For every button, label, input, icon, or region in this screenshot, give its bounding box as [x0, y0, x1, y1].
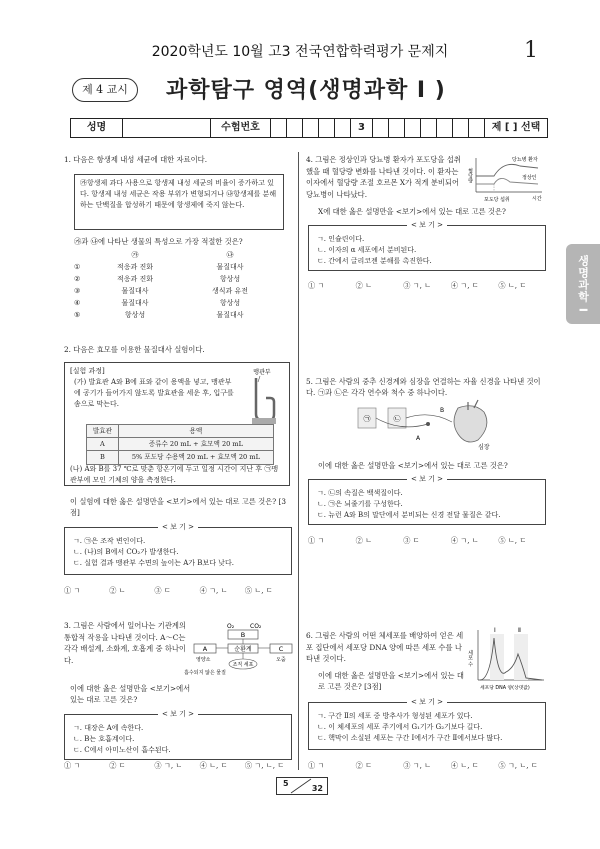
graph-x-label: 시간 — [532, 196, 542, 202]
tissue-cell-label: 조직 세포 — [232, 662, 254, 668]
q1-stem: 1. 다음은 항생제 내성 세균에 대한 자료이다. — [64, 155, 208, 164]
q3-question: 이에 대한 옳은 설명만을 <보기>에서 있는 대로 고른 것은? — [70, 684, 191, 705]
choice[interactable]: ⑤ ㄴ, ㄷ — [498, 536, 527, 545]
neuron-a-label: A — [416, 435, 421, 442]
choice[interactable]: ③ ㄱ, ㄴ — [403, 761, 432, 770]
q4-choices — [308, 280, 546, 291]
choice[interactable]: ① ㄱ — [64, 586, 81, 595]
heart-label: 심장 — [478, 444, 490, 451]
circulatory-box: 순환계 — [234, 646, 252, 653]
system-b-box: B — [240, 631, 246, 639]
choice[interactable]: ④ ㄴ, ㄷ — [199, 761, 228, 770]
spinal-label: ㉡ — [393, 415, 401, 423]
exam-no-cell[interactable] — [469, 119, 485, 137]
q6-bogi-box — [308, 698, 546, 750]
q3-bogi-box — [64, 710, 292, 760]
exam-no-digit: 3 — [351, 119, 373, 137]
q2-bogi-box — [64, 523, 292, 575]
choice[interactable]: ④ ㄱ, ㄴ — [199, 586, 228, 595]
q4-bogi-item: ㄷ. 간에서 글리코젠 분해를 촉진한다. — [317, 256, 432, 265]
q6-question: 이에 대한 옳은 설명만을 <보기>에서 있는 대로 고른 것은? [3점] — [318, 671, 464, 692]
choice[interactable]: ⑤ ㄴ, ㄷ — [244, 586, 273, 595]
q1-question: ㉮과 ㉯에 나타난 생물의 특성으로 가장 적절한 것은? — [74, 237, 243, 246]
subject-select[interactable]: 제 [ ] 선택 — [491, 122, 541, 134]
graph-y-label: 혈당량 — [467, 168, 473, 183]
graph-y-label: 세포 수 — [467, 650, 473, 667]
q5-stem: 5. 그림은 사람의 중추 신경계와 심장을 연결하는 자율 신경을 나타낸 것이다. ㉠과 ㉡은 각각 연수와 척수 중 하나이다. — [306, 377, 541, 398]
autonomic-nerve-diagram — [340, 400, 510, 450]
choice[interactable]: ② ㄴ — [355, 536, 373, 545]
exam-no-label: 수험번호 — [211, 119, 271, 137]
name-field[interactable] — [123, 119, 211, 137]
patient-curve-label: 당뇨병 환자 — [512, 157, 538, 163]
nutrient-label: 영양소 — [196, 657, 211, 663]
q5-choices — [308, 535, 546, 546]
q2-bogi-item: ㄱ. ㉠은 조작 변인이다. — [73, 537, 146, 545]
q2-bogi-item: ㄴ. (나)의 B에서 CO₂가 발생한다. — [73, 547, 179, 556]
q1-option[interactable]: ⑤ 항상성 물질대사 — [74, 310, 244, 319]
choice[interactable]: ③ ㄱ, ㄴ — [403, 281, 432, 290]
blind-tube-label: 맹관부 — [253, 369, 271, 376]
undigested-label: 흡수되지 않은 물질 — [184, 670, 226, 676]
q1-option[interactable]: ④ 물질대사 항상성 — [74, 298, 241, 307]
side-subject-tab: 생명과학 I — [566, 244, 600, 324]
q4-bogi-label: < 보 기 > — [407, 221, 447, 229]
q2-step-ga: (가) 발효관 A와 B에 표와 같이 용액을 넣고, 맹관부에 공기가 들어가지 않도록 발효관을 세운 후, 입구를 솜으로 막는다. — [74, 377, 234, 408]
exam-no-cell[interactable] — [319, 119, 335, 137]
graph-x-label: 세포당 DNA 양(상댓값) — [480, 686, 530, 691]
choice[interactable]: ③ ㄷ — [403, 536, 420, 545]
normal-curve-label: 정상인 — [522, 175, 537, 181]
choice[interactable]: ③ ㄷ — [154, 586, 171, 595]
q5-bogi-box — [308, 475, 546, 525]
fermentation-tube-figure — [240, 366, 284, 428]
q4-question: X에 대한 옳은 설명만을 <보기>에서 있는 대로 고른 것은? — [318, 207, 506, 216]
exam-no-cell[interactable] — [271, 119, 287, 137]
dna-content-histogram — [468, 624, 548, 694]
q1-option[interactable]: ② 적응과 진화 항상성 — [74, 274, 241, 283]
system-a-box: A — [202, 645, 208, 653]
choice[interactable]: ④ ㄴ, ㄷ — [450, 761, 479, 770]
table-row: B 5% 포도당 수용액 20 mL + 효모액 20 mL — [87, 451, 274, 464]
table-row: A 증류수 20 mL + 효모액 20 mL — [87, 438, 274, 451]
q3-bogi-item: ㄷ. C에서 아미노산이 흡수된다. — [73, 745, 171, 754]
q6-bogi-item: ㄴ. 이 체세포의 세포 주기에서 G₁기가 G₂기보다 길다. — [317, 722, 483, 731]
footer-page: 5 — [283, 779, 289, 788]
q6-stem: 6. 그림은 사람의 어떤 체세포를 배양하여 얻은 세포 집단에서 세포당 DNA 양에 따른 세포 수를 나타낸 것이다. — [306, 631, 464, 664]
choice[interactable]: ④ ㄱ, ㄷ — [450, 281, 479, 290]
choice[interactable]: ⑤ ㄴ, ㄷ — [498, 281, 527, 290]
q2-step-na: (나) A와 B를 37 ℃로 맞춘 항온기에 두고 일정 시간이 지난 후 ㉠맹관부에 모인 기체의 양을 측정한다. — [70, 465, 279, 484]
choice[interactable]: ② ㄷ — [109, 761, 126, 770]
q4-bogi-item: ㄱ. 인슐린이다. — [317, 235, 365, 243]
period-badge: 제 4 교시 — [72, 78, 138, 102]
choice[interactable]: ③ ㄱ, ㄴ — [154, 761, 183, 770]
q6-bogi-item: ㄷ. 핵막이 소실된 세포는 구간 Ⅰ에서가 구간 Ⅱ에서보다 많다. — [317, 733, 503, 742]
urine-label: 오줌 — [276, 657, 286, 663]
co2-label: CO₂ — [250, 623, 262, 630]
q1-options-table — [70, 249, 280, 321]
q3-bogi-item: ㄴ. B는 호흡계이다. — [73, 734, 135, 743]
q5-bogi-item: ㄴ. ㉠은 뇌줄기를 구성한다. — [317, 499, 403, 508]
q1-box-text: ㉮항생제 과다 사용으로 항생제 내성 세균의 비율이 증가하고 있다. 항생제 내성 세균은 작용 부위가 변형되거나 ㉯항생제를 분해하는 단백질을 합성하기 때문에 항생제에 죽지 않는다. — [80, 179, 277, 209]
exam-no-cell[interactable] — [335, 119, 351, 137]
intake-label: 포도당 섭취 — [484, 197, 510, 203]
exam-info-bar — [70, 118, 548, 138]
q2-choices — [64, 585, 290, 596]
q5-bogi-item: ㄱ. ㉡의 속질은 백색질이다. — [317, 489, 403, 497]
exam-title: 2020학년도 10월 고3 전국연합학력평가 문제지 — [151, 44, 449, 60]
q5-bogi-item: ㄷ. 뉴런 A와 B의 말단에서 분비되는 신경 전달 물질은 같다. — [317, 510, 501, 519]
q6-bogi-item: ㄱ. 구간 Ⅱ의 세포 중 방추사가 형성된 세포가 있다. — [317, 712, 473, 720]
exam-no-cell[interactable] — [373, 119, 389, 137]
system-c-box: C — [278, 645, 284, 653]
blood-glucose-graph — [466, 154, 546, 206]
exam-no-cell[interactable] — [453, 119, 469, 137]
page-footer — [276, 777, 328, 795]
choice[interactable]: ① ㄱ — [308, 281, 325, 290]
exam-no-cell[interactable] — [303, 119, 319, 137]
q3-choices — [64, 760, 290, 771]
exam-no-cell[interactable] — [405, 119, 421, 137]
exam-no-cell[interactable] — [437, 119, 453, 137]
exam-no-cell[interactable] — [389, 119, 405, 137]
q4-stem: 4. 그림은 정상인과 당뇨병 환자가 포도당을 섭취했을 때 혈당량 변화를 나타낸 것이다. 이 환자는 이자에서 혈당량 조절 호르몬 X가 적게 분비되어 당뇨병이 나타났다. — [306, 155, 461, 200]
q1-col-b: ㉯ — [226, 250, 234, 259]
q1-col-a: ㉮ — [131, 250, 139, 259]
q3-stem: 3. 그림은 사람에서 일어나는 기관계의 통합적 작용을 나타낸 것이다. A～C는 각각 배설계, 소화계, 호흡계 중 하나이다. — [64, 621, 186, 666]
name-label: 성명 — [71, 119, 123, 137]
exam-no-cell[interactable] — [421, 119, 437, 137]
column-divider — [298, 152, 299, 770]
page-number: 1 — [524, 38, 538, 63]
choice[interactable]: ① ㄱ — [308, 761, 325, 770]
q3-bogi-label: < 보 기 > — [158, 710, 198, 718]
choice[interactable]: ⑤ ㄱ, ㄴ, ㄷ — [244, 761, 285, 770]
q2-question: 이 실험에 대한 옳은 설명만을 <보기>에서 있는 대로 고른 것은? [3점] — [70, 497, 286, 518]
peak2-label: Ⅱ — [518, 627, 521, 634]
q6-bogi-label: < 보 기 > — [407, 698, 447, 706]
choice[interactable]: ⑤ ㄱ, ㄴ, ㄷ — [498, 761, 538, 770]
q1-option[interactable]: ③ 물질대사 생식과 유전 — [74, 286, 249, 295]
q6-choices — [308, 760, 546, 771]
q2-bogi-label: < 보 기 > — [158, 523, 198, 531]
q5-question: 이에 대한 옳은 설명만을 <보기>에서 있는 대로 고른 것은? — [318, 461, 508, 470]
subject-title: 과학탐구 영역(생명과학 I ) — [166, 78, 446, 103]
exam-no-cell[interactable] — [287, 119, 303, 137]
q1-option[interactable]: ① 적응과 진화 물질대사 — [74, 262, 244, 271]
choice[interactable]: ① ㄱ — [308, 536, 325, 545]
q3-bogi-item: ㄱ. 대장은 A에 속한다. — [73, 724, 144, 732]
q2-bogi-item: ㄷ. 실험 결과 맹관부 수면의 높이는 A가 B보다 낮다. — [73, 558, 234, 567]
choice[interactable]: ① ㄱ — [64, 761, 81, 770]
choice[interactable]: ② ㄴ — [109, 586, 126, 595]
q1-data-box — [74, 174, 284, 230]
choice[interactable]: ④ ㄱ, ㄴ — [450, 536, 479, 545]
medulla-label: ㉠ — [363, 415, 371, 423]
q4-bogi-box — [308, 221, 546, 271]
q2-solution-table: 발효관 용액 A 증류수 20 mL + 효모액 20 mL B 5% 포도당 수용액 20 mL + 효모액 20 mL — [86, 424, 274, 465]
o2-label: O₂ — [227, 623, 235, 630]
choice[interactable]: ② ㄷ — [355, 761, 373, 770]
q2-box-title: [실험 과정] — [70, 367, 105, 375]
neuron-b-label: B — [440, 407, 445, 414]
q5-bogi-label: < 보 기 > — [407, 475, 447, 483]
q2-stem: 2. 다음은 효모를 이용한 물질대사 실험이다. — [64, 345, 205, 354]
organ-system-diagram — [184, 622, 294, 680]
footer-total: 32 — [311, 784, 323, 793]
peak1-label: Ⅰ — [494, 627, 496, 634]
q4-bogi-item: ㄴ. 이자의 α 세포에서 분비된다. — [317, 245, 417, 254]
choice[interactable]: ② ㄴ — [355, 281, 373, 290]
